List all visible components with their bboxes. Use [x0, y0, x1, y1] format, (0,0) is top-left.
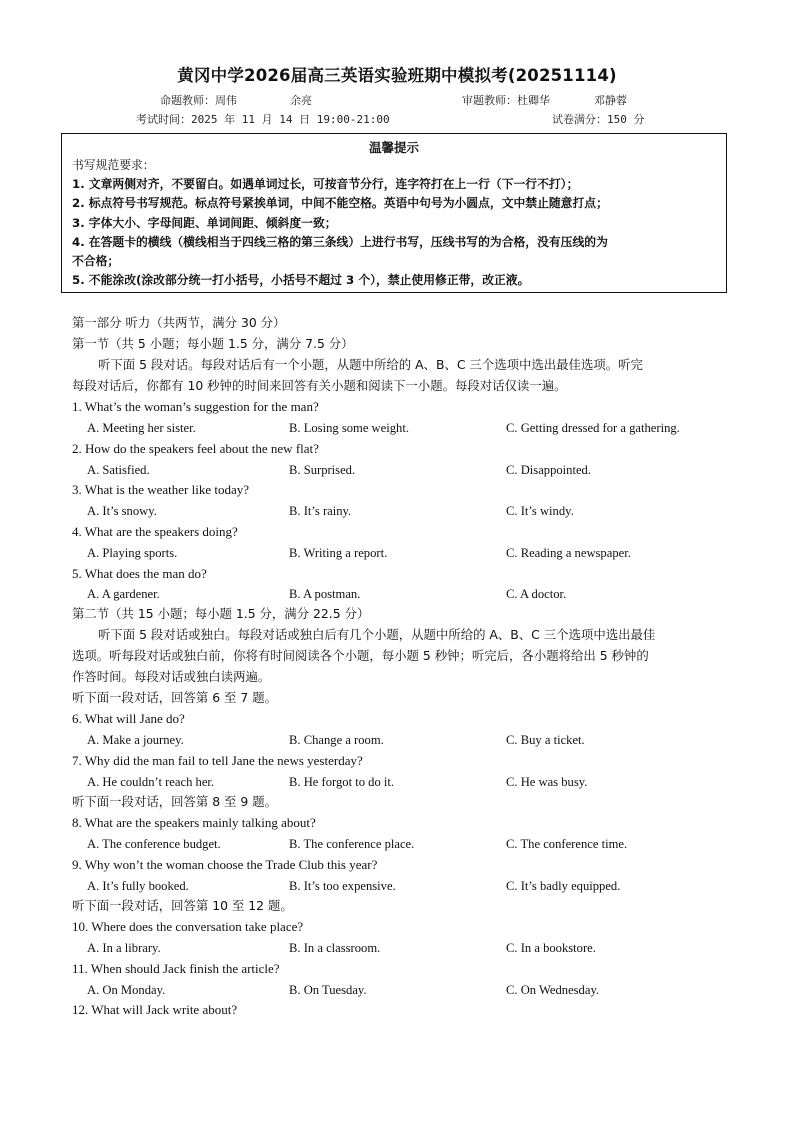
notice-heading: 温馨提示 — [368, 140, 419, 155]
option-c: C. A doctor. — [506, 587, 567, 601]
question-10: 10. Where does the conversation take place? — [72, 919, 304, 934]
option-b: B. Losing some weight. — [289, 421, 409, 435]
notice-item: 5. 不能涂改(涂改部分统一打小括号，小括号不超过 3 个），禁止使用修正带，改正液。 — [72, 273, 530, 288]
setter-2: 余亮 — [290, 94, 312, 107]
option-a: A. Meeting her sister. — [87, 421, 196, 435]
option-c: C. In a bookstore. — [506, 941, 596, 955]
option-c: C. It’s windy. — [506, 504, 574, 518]
reviewer-label: 审题教师：杜卿华 — [462, 94, 550, 107]
option-c: C. He was busy. — [506, 775, 588, 789]
option-b: B. A postman. — [289, 587, 361, 601]
question-4: 4. What are the speakers doing? — [72, 524, 238, 539]
option-a: A. It’s fully booked. — [87, 879, 189, 893]
option-a: A. He couldn’t reach her. — [87, 775, 215, 789]
question-6: 6. What will Jane do? — [72, 711, 185, 726]
full-score: 试卷满分：150 分 — [552, 113, 645, 126]
option-b: B. Surprised. — [289, 463, 356, 477]
option-a: A. On Monday. — [87, 983, 166, 997]
option-b: B. Writing a report. — [289, 546, 388, 560]
section2-directions-2: 选项。听每段对话或独白前，你将有时间阅读各个小题，每小题 5 秒钟；听完后，各小题将给出 5 秒钟的 — [72, 648, 649, 663]
notice-intro: 书写规范要求： — [72, 158, 155, 172]
setter-label: 命题教师：周伟 — [160, 94, 237, 107]
option-a: A. Make a journey. — [87, 733, 184, 747]
question-3: 3. What is the weather like today? — [72, 482, 250, 497]
option-c: C. Reading a newspaper. — [506, 546, 631, 560]
exam-title: 黄冈中学2026届高三英语实验班期中模拟考(20251114) — [177, 66, 617, 85]
option-a: A. Playing sports. — [87, 546, 178, 560]
option-b: B. In a classroom. — [289, 941, 381, 955]
question-5: 5. What does the man do? — [72, 566, 207, 581]
question-1: 1. What’s the woman’s suggestion for the man? — [72, 399, 319, 414]
part1-heading: 第一部分 听力（共两节，满分 30 分） — [72, 315, 286, 330]
option-c: C. On Wednesday. — [506, 983, 600, 997]
section1-heading: 第一节（共 5 小题；每小题 1.5 分，满分 7.5 分） — [72, 336, 354, 351]
section2-heading: 第二节（共 15 小题；每小题 1.5 分，满分 22.5 分） — [72, 606, 370, 621]
option-a: A. It’s snowy. — [87, 504, 157, 518]
section1-directions-1: 听下面 5 段对话。每段对话后有一个小题，从题中所给的 A、B、C 三个选项中选出最佳选项。听完 — [98, 357, 643, 372]
option-b: B. Change a room. — [289, 733, 384, 747]
group-instruction-8-9: 听下面一段对话，回答第 8 至 9 题。 — [72, 794, 277, 809]
option-b: B. The conference place. — [289, 837, 415, 851]
option-a: A. The conference budget. — [87, 837, 221, 851]
section2-directions-1: 听下面 5 段对话或独白。每段对话或独白后有几个小题，从题中所给的 A、B、C 三个选项中选出最佳 — [98, 627, 656, 642]
notice-item: 不合格； — [72, 254, 120, 269]
notice-item: 4. 在答题卡的横线（横线相当于四线三格的第三条线）上进行书写，压线书写的为合格，没有压线的为 — [72, 234, 608, 249]
option-b: B. On Tuesday. — [289, 983, 367, 997]
option-c: C. It’s badly equipped. — [506, 879, 621, 893]
option-c: C. Buy a ticket. — [506, 733, 585, 747]
question-7: 7. Why did the man fail to tell Jane the news yesterday? — [72, 753, 363, 768]
notice-item: 1. 文章两侧对齐，不要留白。如遇单词过长，可按音节分行，连字符打在上一行（下一行不打）； — [72, 177, 579, 192]
option-a: A. A gardener. — [87, 587, 160, 601]
group-instruction-10-12: 听下面一段对话，回答第 10 至 12 题。 — [72, 898, 293, 913]
option-b: B. It’s too expensive. — [289, 879, 396, 893]
exam-time: 考试时间：2025 年 11 月 14 日 19:00-21:00 — [136, 113, 390, 126]
question-8: 8. What are the speakers mainly talking about? — [72, 815, 316, 830]
option-c: C. Getting dressed for a gathering. — [506, 421, 680, 435]
question-11: 11. When should Jack finish the article? — [72, 961, 280, 976]
notice-item: 3. 字体大小、字母间距、单词间距、倾斜度一致； — [72, 215, 337, 230]
section1-directions-2: 每段对话后，你都有 10 秒钟的时间来回答有关小题和阅读下一小题。每段对话仅读一遍。 — [72, 378, 567, 393]
option-b: B. It’s rainy. — [289, 504, 352, 518]
option-a: A. In a library. — [87, 941, 161, 955]
notice-box — [61, 133, 727, 293]
question-12: 12. What will Jack write about? — [72, 1002, 238, 1017]
option-c: C. Disappointed. — [506, 463, 592, 477]
section2-directions-3: 作答时间。每段对话或独白读两遍。 — [72, 669, 271, 684]
question-9: 9. Why won’t the woman choose the Trade Club this year? — [72, 857, 378, 872]
option-a: A. Satisfied. — [87, 463, 150, 477]
option-c: C. The conference time. — [506, 837, 628, 851]
notice-item: 2. 标点符号书写规范。标点符号紧挨单词，中间不能空格。英语中句号为小圆点，文中禁止随意打点； — [72, 196, 608, 211]
reviewer-2: 邓静蓉 — [594, 94, 627, 107]
group-instruction-6-7: 听下面一段对话，回答第 6 至 7 题。 — [72, 690, 277, 705]
option-b: B. He forgot to do it. — [289, 775, 395, 789]
question-2: 2. How do the speakers feel about the new flat? — [72, 441, 319, 456]
